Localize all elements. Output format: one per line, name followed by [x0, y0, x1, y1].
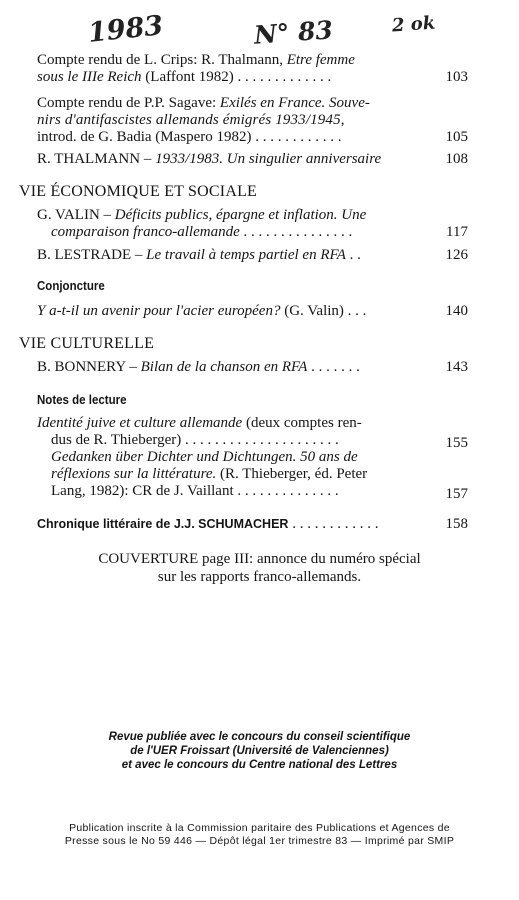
- entry-author: R. THALMANN: [37, 151, 141, 167]
- page-number: 117: [446, 224, 468, 240]
- dot-leader: . . . . . . . . . . . .: [292, 516, 379, 532]
- credit-line: et avec le concours du Centre national des Lettres: [121, 759, 398, 771]
- entry-text: introd. de G. Badia (Maspero 1982): [37, 129, 252, 145]
- entry-title: Bilan de la chanson en RFA: [140, 359, 308, 375]
- publication-line: Presse sous le No 59 446 — Dépôt légal 1er trimestre 83 — Imprimé par SMIP: [64, 835, 455, 847]
- entry-title: 1933/1983. Un singulier anniversaire: [155, 151, 382, 167]
- dot-leader: . . . . . . . . . . . .: [255, 129, 342, 145]
- toc-entry-bonnery: B. BONNERY – Bilan de la chanson en RFA . . . . . . .: [37, 359, 360, 375]
- entry-title: comparaison franco-allemande: [51, 224, 240, 240]
- couverture-line: sur les rapports franco-allemands.: [157, 569, 362, 585]
- page-number: 140: [445, 303, 468, 319]
- subheading-conjoncture: Conjoncture: [37, 279, 105, 293]
- credit-line: Revue publiée avec le concours du conseil scientifique: [108, 731, 411, 743]
- couverture-line: COUVERTURE page III: annonce du numéro spécial: [98, 551, 421, 567]
- dot-leader: . . . . . . . . . . . . . . . . . . . . .: [185, 432, 339, 448]
- section-heading-culturelle: VIE CULTURELLE: [19, 335, 155, 352]
- revue-credit: [0, 730, 519, 772]
- entry-text: dus de R. Thieberger): [51, 432, 182, 448]
- entry-text: Compte rendu de P.P. Sagave:: [37, 95, 220, 111]
- entry-text: (Laffont 1982): [141, 69, 234, 85]
- page-number: 157: [445, 486, 468, 502]
- toc-entry-acier: [37, 303, 411, 320]
- entry-title: Le travail à temps partiel en RFA: [146, 247, 346, 263]
- entry-author: B. BONNERY: [37, 359, 126, 375]
- dot-leader: . . . . . . . . . . . . . . .: [243, 224, 353, 240]
- toc-entry-crips: [37, 52, 411, 86]
- page-number: 126: [445, 247, 468, 263]
- dot-leader: . . . . . . . . . . . . .: [237, 69, 332, 85]
- dot-leader: . .: [349, 247, 361, 263]
- entry-text: (deux comptes ren-: [245, 415, 362, 431]
- entry-author: B. LESTRADE: [37, 247, 132, 263]
- publication-info: [0, 822, 519, 848]
- entry-title: Identité juive et culture allemande: [37, 415, 243, 431]
- entry-author: G. VALIN: [37, 207, 100, 223]
- entry-title: Exilés en France. Souve-: [219, 95, 370, 111]
- page-number: 105: [445, 129, 468, 145]
- dot-leader: . . . . . . .: [311, 359, 360, 375]
- page-number: 155: [445, 435, 468, 451]
- entry-title: nirs d'antifascistes allemands émigrés 1933/1945,: [37, 112, 345, 128]
- dot-leader: . . . . . . . . . . . . . .: [237, 483, 339, 499]
- credit-line: de l'UER Froissart (Université de Valenciennes): [130, 745, 389, 757]
- handwritten-year: 1983: [86, 10, 165, 49]
- dot-leader: . . .: [347, 303, 367, 319]
- entry-text: (R. Thieberger, éd. Peter: [220, 466, 368, 482]
- toc-entry-valin: G. VALIN – Déficits publics, épargne et inflation. Une comparaison franco-allemande . . . . . . . . . . . . . . .: [37, 207, 367, 240]
- toc-entry-sagave: [37, 95, 411, 146]
- publication-line: Publication inscrite à la Commission paritaire des Publications et Agences de: [69, 822, 450, 834]
- page-number: 103: [445, 69, 468, 85]
- toc-entry-thalmann: R. THALMANN – 1933/1983. Un singulier anniversaire: [37, 151, 382, 167]
- entry-title: Y a-t-il un avenir pour l'acier européen?: [37, 303, 281, 319]
- entry-text: Compte rendu de L. Crips: R. Thalmann,: [37, 52, 287, 68]
- toc-entry-lestrade: B. LESTRADE – Le travail à temps partiel en RFA . .: [37, 247, 361, 263]
- entry-title: réflexions sur la littérature.: [51, 466, 217, 482]
- handwritten-note: 2 ok: [391, 12, 436, 37]
- entry-title: Etre femme: [286, 52, 355, 68]
- handwritten-number: N° 83: [253, 15, 334, 50]
- page-number: 158: [445, 516, 468, 532]
- entry-text: Chronique littéraire de J.J. SCHUMACHER: [37, 517, 289, 531]
- toc-entry-notes: [37, 415, 411, 500]
- toc-entry-chronique: [37, 516, 411, 533]
- entry-title: Gedanken über Dichter und Dichtungen. 50 ans de: [51, 449, 358, 465]
- section-heading-economique: VIE ÉCONOMIQUE ET SOCIALE: [19, 183, 258, 200]
- entry-text: Lang, 1982): CR de J. Vaillant: [51, 483, 234, 499]
- entry-title: sous le IIIe Reich: [37, 69, 142, 85]
- page-number: 108: [445, 151, 468, 167]
- page-number: 143: [445, 359, 468, 375]
- subheading-notes-de-lecture: Notes de lecture: [37, 393, 127, 407]
- couverture-note: [0, 550, 519, 586]
- entry-author: (G. Valin): [284, 303, 344, 319]
- entry-title: Déficits publics, épargne et inflation. Une: [114, 207, 367, 223]
